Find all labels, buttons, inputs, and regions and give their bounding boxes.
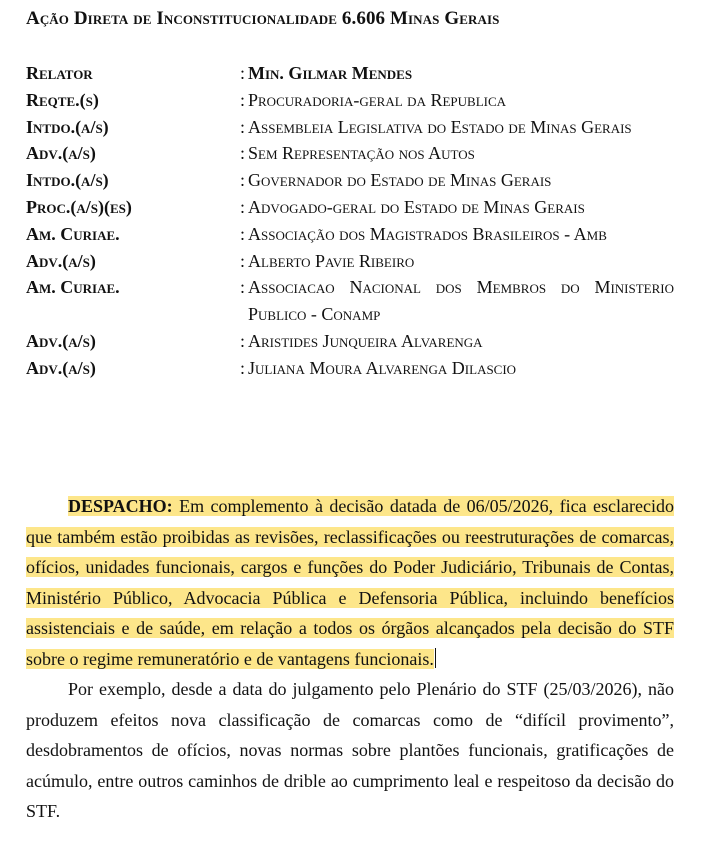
party-value: Juliana Moura Alvarenga Dilascio xyxy=(248,357,517,378)
party-row: Proc.(a/s)(es) : Advogado-geral do Estado de Minas Gerais xyxy=(26,194,674,221)
party-row: Adv.(a/s) : Aristides Junqueira Alvarenga xyxy=(26,328,674,355)
party-value: Associacao Nacional dos Membros do Ministerio Publico - Conamp xyxy=(248,277,674,325)
parties-list xyxy=(26,60,674,382)
party-value: Min. Gilmar Mendes xyxy=(248,63,413,83)
party-value: Aristides Junqueira Alvarenga xyxy=(248,330,483,351)
party-row: Intdo.(a/s) : Assembleia Legislativa do Estado de Minas Gerais xyxy=(26,114,674,141)
selected-text[interactable] xyxy=(26,496,674,669)
despacho-text: Em complemento à decisão datada de 06/05/2026, fica esclarecido que também estão proibidas as revisões, reclassificações ou reestruturações de comarcas, ofícios, unidades funcionais, cargos e funções do Poder Judiciário, Tribunais de Contas, Ministério Público, Advocacia Pública e Defensoria Pública, incluindo benefícios assistenciais e de saúde, em relação a todos os órgãos alcançados pela decisão do STF sobre o regime remuneratório e de vantagens funcionais. xyxy=(26,496,674,669)
document-title: Ação Direta de Inconstitucionalidade 6.606 Minas Gerais xyxy=(26,8,500,29)
party-row: Am. Curiae. : Associação dos Magistrados Brasileiros - Amb xyxy=(26,221,674,248)
party-value: Alberto Pavie Ribeiro xyxy=(248,250,415,271)
party-value: Assembleia Legislativa do Estado de Minas Gerais xyxy=(248,116,632,137)
party-row: Adv.(a/s) : Juliana Moura Alvarenga Dilascio xyxy=(26,355,674,382)
party-value: Associação dos Magistrados Brasileiros - Amb xyxy=(248,223,607,244)
body-paragraph[interactable]: Por exemplo, desde a data do julgamento pelo Plenário do STF (25/03/2026), não produzem efeitos nova classificação de comarcas como de “difícil provimento”, desdobramentos de ofícios, novas normas sobre plantões funcionais, gratificações de acúmulo, entre outros caminhos de drible ao cumprimento leal e respeitoso da decisão do STF. xyxy=(26,679,674,821)
party-value: Procuradoria-geral da Republica xyxy=(248,89,507,110)
text-cursor xyxy=(435,648,437,668)
party-role: Adv.(a/s) xyxy=(26,250,96,271)
party-role: Am. Curiae. xyxy=(26,277,120,298)
party-role: Am. Curiae. xyxy=(26,223,120,244)
party-row: Adv.(a/s) : Alberto Pavie Ribeiro xyxy=(26,248,674,275)
party-value: Sem Representação nos Autos xyxy=(248,143,475,164)
party-row: Relator : Min. Gilmar Mendes xyxy=(26,60,674,87)
party-value: Governador do Estado de Minas Gerais xyxy=(248,170,552,191)
party-value: Advogado-geral do Estado de Minas Gerais xyxy=(248,196,585,217)
document-body[interactable] xyxy=(26,491,674,827)
party-row: Intdo.(a/s) : Governador do Estado de Minas Gerais xyxy=(26,167,674,194)
party-role: Reqte.(s) xyxy=(26,89,99,110)
party-role: Adv.(a/s) xyxy=(26,330,96,351)
party-role: Intdo.(a/s) xyxy=(26,170,109,191)
party-role: Proc.(a/s)(es) xyxy=(26,196,132,217)
party-row: Adv.(a/s) : Sem Representação nos Autos xyxy=(26,140,674,167)
party-role: Intdo.(a/s) xyxy=(26,116,109,137)
party-row: Reqte.(s) : Procuradoria-geral da Republica xyxy=(26,87,674,114)
party-role: Adv.(a/s) xyxy=(26,357,96,378)
despacho-label: DESPACHO: xyxy=(68,496,173,516)
despacho-paragraph[interactable] xyxy=(26,491,674,674)
party-role: Relator xyxy=(26,63,93,83)
party-row: Am. Curiae. : Associacao Nacional dos Membros do Ministerio Publico - Conamp xyxy=(26,274,674,328)
party-role: Adv.(a/s) xyxy=(26,143,96,164)
